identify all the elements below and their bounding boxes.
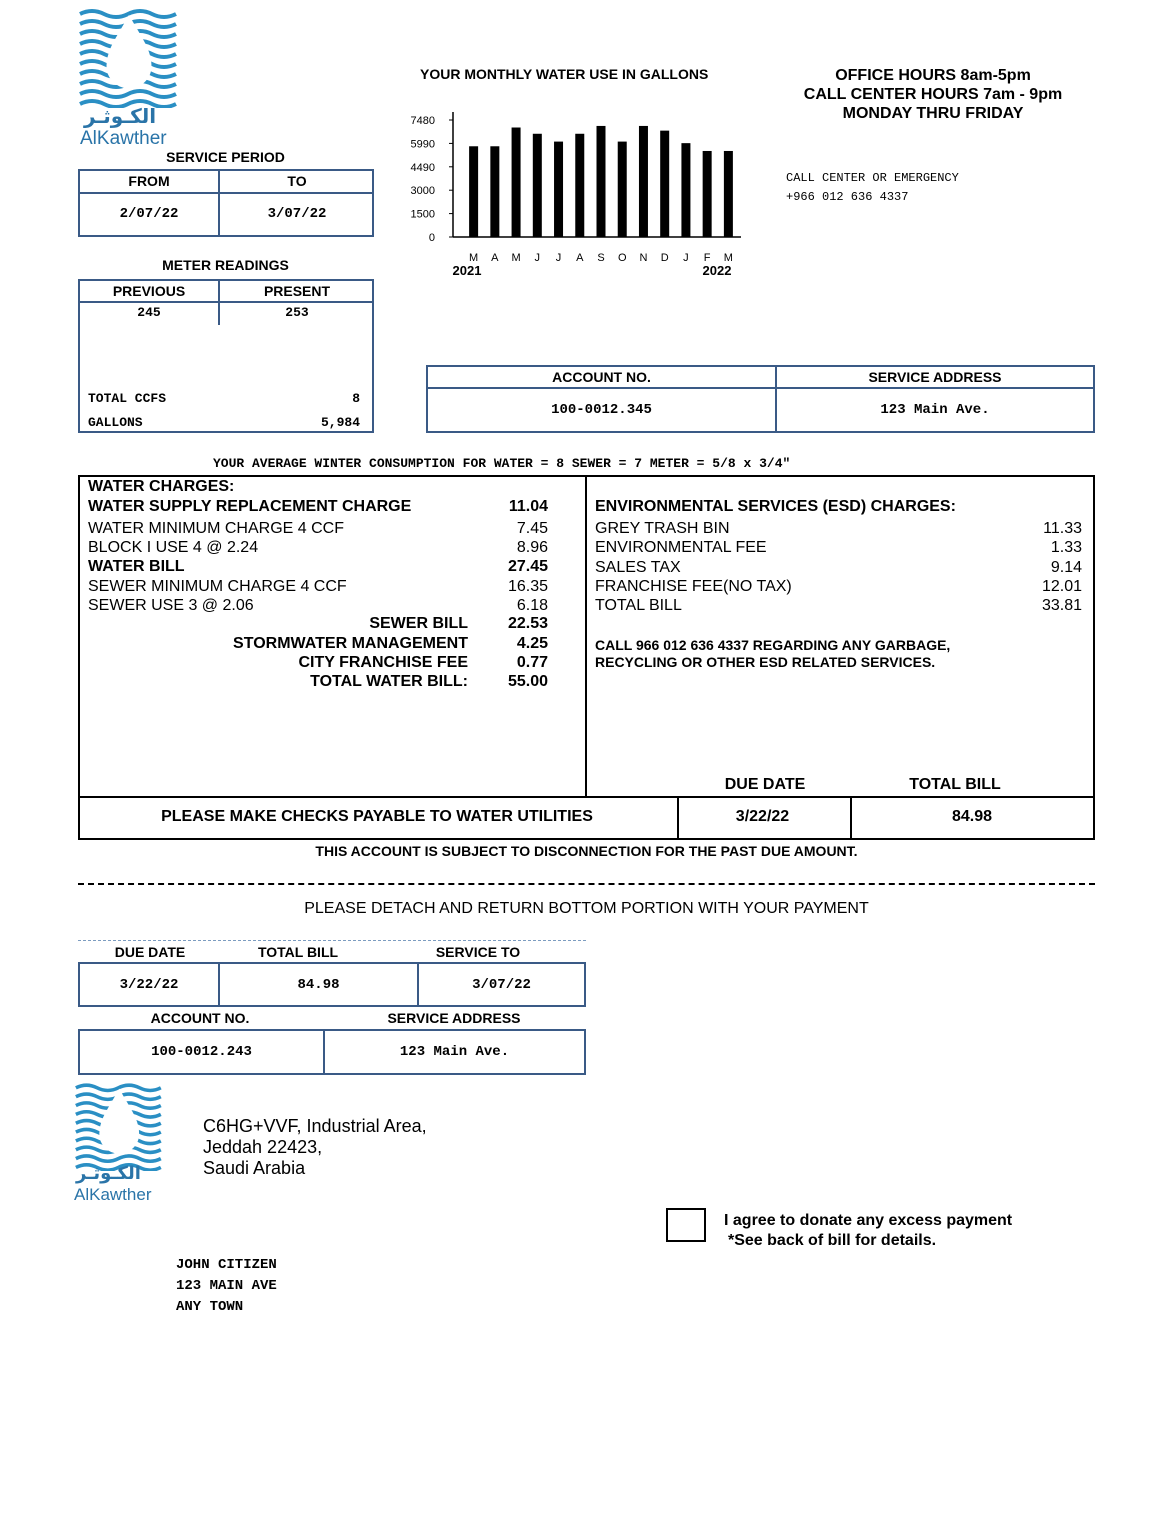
esd-value: 12.01 [1041, 578, 1082, 595]
total-bill: 84.98 [951, 808, 993, 825]
bottom-brand-logo [74, 1079, 174, 1209]
stub-account-no: 100-0012.243 [151, 1044, 252, 1060]
stub-total-label: TOTAL BILL [257, 944, 339, 960]
total-water-bill-label: TOTAL WATER BILL: [310, 673, 468, 690]
bar [639, 126, 648, 237]
total-bill-label: TOTAL BILL [909, 776, 1001, 793]
y-tick-label: 3000 [410, 185, 435, 198]
stub-service-to-label: SERVICE TO [435, 944, 521, 960]
brand-name: AlKawther [80, 128, 167, 149]
x-tick-label: A [576, 252, 584, 264]
present-reading: 253 [285, 305, 309, 320]
charge-label: WATER MINIMUM CHARGE 4 CCF [88, 520, 344, 537]
service-period-title: SERVICE PERIOD [166, 149, 285, 165]
bar [533, 134, 542, 237]
bar [512, 128, 521, 237]
charge-label: SEWER MINIMUM CHARGE 4 CCF [88, 578, 347, 595]
x-tick-label: F [703, 252, 711, 264]
x-tick-label: J [683, 252, 689, 264]
esd-note: CALL 966 012 636 4337 REGARDING ANY GARBAGE, [595, 637, 951, 653]
present-label: PRESENT [263, 283, 331, 299]
chart-title: YOUR MONTHLY WATER USE IN GALLONS [420, 66, 709, 82]
x-tick-label: M [723, 252, 733, 264]
bar [469, 146, 478, 237]
bar [724, 151, 733, 237]
esd-value: 11.33 [1043, 520, 1082, 537]
bar [575, 134, 584, 237]
brand-arabic: الكـوثـر [84, 104, 157, 128]
office-hours: OFFICE HOURS 8am-5pm [835, 67, 1031, 84]
x-tick-label: M [511, 252, 521, 264]
bar [681, 143, 690, 237]
stub-service-address: 123 Main Ave. [399, 1044, 510, 1060]
charge-value: 0.77 [516, 654, 548, 671]
office-days: MONDAY THRU FRIDAY [842, 105, 1024, 122]
service-address-label: SERVICE ADDRESS [868, 369, 1002, 385]
donate-note: *See back of bill for details. [728, 1232, 937, 1249]
stub-payment-table [78, 962, 586, 1007]
charge-value: 6.18 [516, 597, 548, 614]
detach-line [78, 883, 1095, 885]
stub-service-to: 3/07/22 [472, 977, 531, 993]
charge-label: CITY FRANCHISE FEE [298, 654, 468, 671]
x-tick-label: D [660, 252, 669, 264]
donate-label: I agree to donate any excess payment [724, 1212, 1013, 1229]
to-label: TO [287, 173, 307, 189]
bar [597, 126, 606, 237]
due-date: 3/22/22 [735, 808, 790, 825]
charge-value: 7.45 [516, 520, 548, 537]
charge-value: 4.25 [516, 635, 548, 652]
charge-label: WATER BILL [88, 558, 185, 575]
charge-value: 27.45 [507, 558, 548, 575]
previous-reading: 245 [137, 305, 161, 320]
account-no-label: ACCOUNT NO. [552, 369, 651, 385]
total-ccfs-value: 8 [352, 391, 360, 406]
stub-account-label: ACCOUNT NO. [150, 1010, 250, 1026]
year-end-label: 2022 [702, 263, 732, 278]
charge-label: STORMWATER MANAGEMENT [233, 635, 468, 652]
service-period-table [78, 169, 374, 237]
call-center-hours: CALL CENTER HOURS 7am - 9pm [803, 86, 1063, 103]
from-date: 2/07/22 [119, 206, 179, 222]
call-center-label: CALL CENTER OR EMERGENCY [786, 171, 959, 185]
esd-label: ENVIRONMENTAL FEE [595, 539, 767, 556]
gallons-label: GALLONS [88, 415, 143, 430]
y-tick-label: 0 [428, 232, 435, 244]
esd-value: 9.14 [1050, 559, 1082, 576]
charge-value: 22.53 [507, 615, 548, 632]
bar [490, 146, 499, 237]
previous-label: PREVIOUS [112, 283, 186, 299]
disconnection-notice: THIS ACCOUNT IS SUBJECT TO DISCONNECTION FOR THE PAST DUE AMOUNT. [315, 843, 858, 859]
x-tick-label: J [555, 252, 562, 264]
x-tick-label: J [534, 252, 541, 264]
customer-name: JOHN CITIZEN [176, 1257, 277, 1273]
bar [618, 142, 627, 237]
x-tick-label: S [597, 252, 605, 264]
due-date-label: DUE DATE [724, 776, 806, 793]
esd-label: GREY TRASH BIN [595, 520, 730, 537]
stub-address-label: SERVICE ADDRESS [387, 1010, 521, 1026]
gallons-value: 5,984 [320, 415, 360, 430]
charge-value: 11.04 [508, 498, 548, 515]
esd-label: FRANCHISE FEE(NO TAX) [595, 578, 792, 595]
bar [703, 151, 712, 237]
charge-value: 16.35 [507, 578, 548, 595]
from-label: FROM [128, 173, 170, 189]
account-no: 100-0012.345 [551, 402, 652, 418]
esd-note: RECYCLING OR OTHER ESD RELATED SERVICES. [595, 654, 936, 670]
x-tick-label: O [617, 252, 627, 264]
year-start-label: 2021 [452, 263, 482, 278]
donate-checkbox[interactable] [666, 1208, 706, 1242]
meter-readings-title: METER READINGS [162, 257, 289, 273]
bar [554, 142, 563, 237]
water-drop-logo-icon [74, 1079, 168, 1171]
call-center-phone: +966 012 636 4337 [786, 190, 909, 204]
x-tick-label: A [491, 252, 499, 264]
y-tick-label: 7480 [410, 115, 435, 127]
x-tick-label: M [469, 252, 479, 264]
total-ccfs-label: TOTAL CCFS [88, 391, 167, 406]
y-tick-label: 5990 [410, 138, 435, 151]
brand-logo [78, 4, 188, 149]
esd-heading: ENVIRONMENTAL SERVICES (ESD) CHARGES: [595, 498, 956, 515]
bar [660, 131, 669, 237]
service-address: 123 Main Ave. [880, 402, 990, 418]
customer-town: ANY TOWN [176, 1299, 244, 1315]
meter-readings-table [78, 279, 374, 433]
water-drop-logo-icon [78, 4, 184, 108]
company-address-line2: Jeddah 22423, [203, 1137, 323, 1157]
stub-due-date: 3/22/22 [119, 977, 179, 993]
stub-total: 84.98 [297, 977, 340, 993]
charge-label: BLOCK I USE 4 @ 2.24 [88, 539, 259, 556]
to-date: 3/07/22 [267, 206, 327, 222]
company-address-line3: Saudi Arabia [203, 1158, 306, 1178]
charge-label: WATER SUPPLY REPLACEMENT CHARGE [88, 498, 412, 515]
detach-instructions: PLEASE DETACH AND RETURN BOTTOM PORTION WITH YOUR PAYMENT [304, 900, 869, 917]
winter-consumption-line: YOUR AVERAGE WINTER CONSUMPTION FOR WATER = 8 SEWER = 7 METER = 5/8 x 3/4" [213, 456, 791, 471]
account-table [426, 365, 1095, 433]
y-tick-label: 1500 [410, 208, 435, 221]
stub-due-label: DUE DATE [114, 944, 186, 960]
brand-name: AlKawther [74, 1185, 152, 1204]
x-tick-label: N [639, 252, 648, 264]
esd-value: 1.33 [1050, 539, 1082, 556]
charge-value: 8.96 [516, 539, 548, 556]
y-tick-label: 4490 [410, 161, 435, 174]
brand-arabic: الكـوثـر [76, 1163, 141, 1184]
esd-value: 33.81 [1041, 597, 1082, 614]
esd-label: TOTAL BILL [595, 597, 682, 614]
stub-account-table [78, 1029, 586, 1075]
water-use-chart [395, 100, 755, 285]
checks-payable-note: PLEASE MAKE CHECKS PAYABLE TO WATER UTILITIES [161, 808, 593, 825]
charge-label: SEWER USE 3 @ 2.06 [88, 597, 254, 614]
customer-street: 123 MAIN AVE [176, 1278, 277, 1294]
water-charges-heading: WATER CHARGES: [88, 478, 235, 495]
company-address-line1: C6HG+VVF, Industrial Area, [203, 1116, 427, 1136]
esd-label: SALES TAX [595, 559, 681, 576]
charge-label: SEWER BILL [369, 615, 468, 632]
total-water-bill-value: 55.00 [507, 673, 548, 690]
